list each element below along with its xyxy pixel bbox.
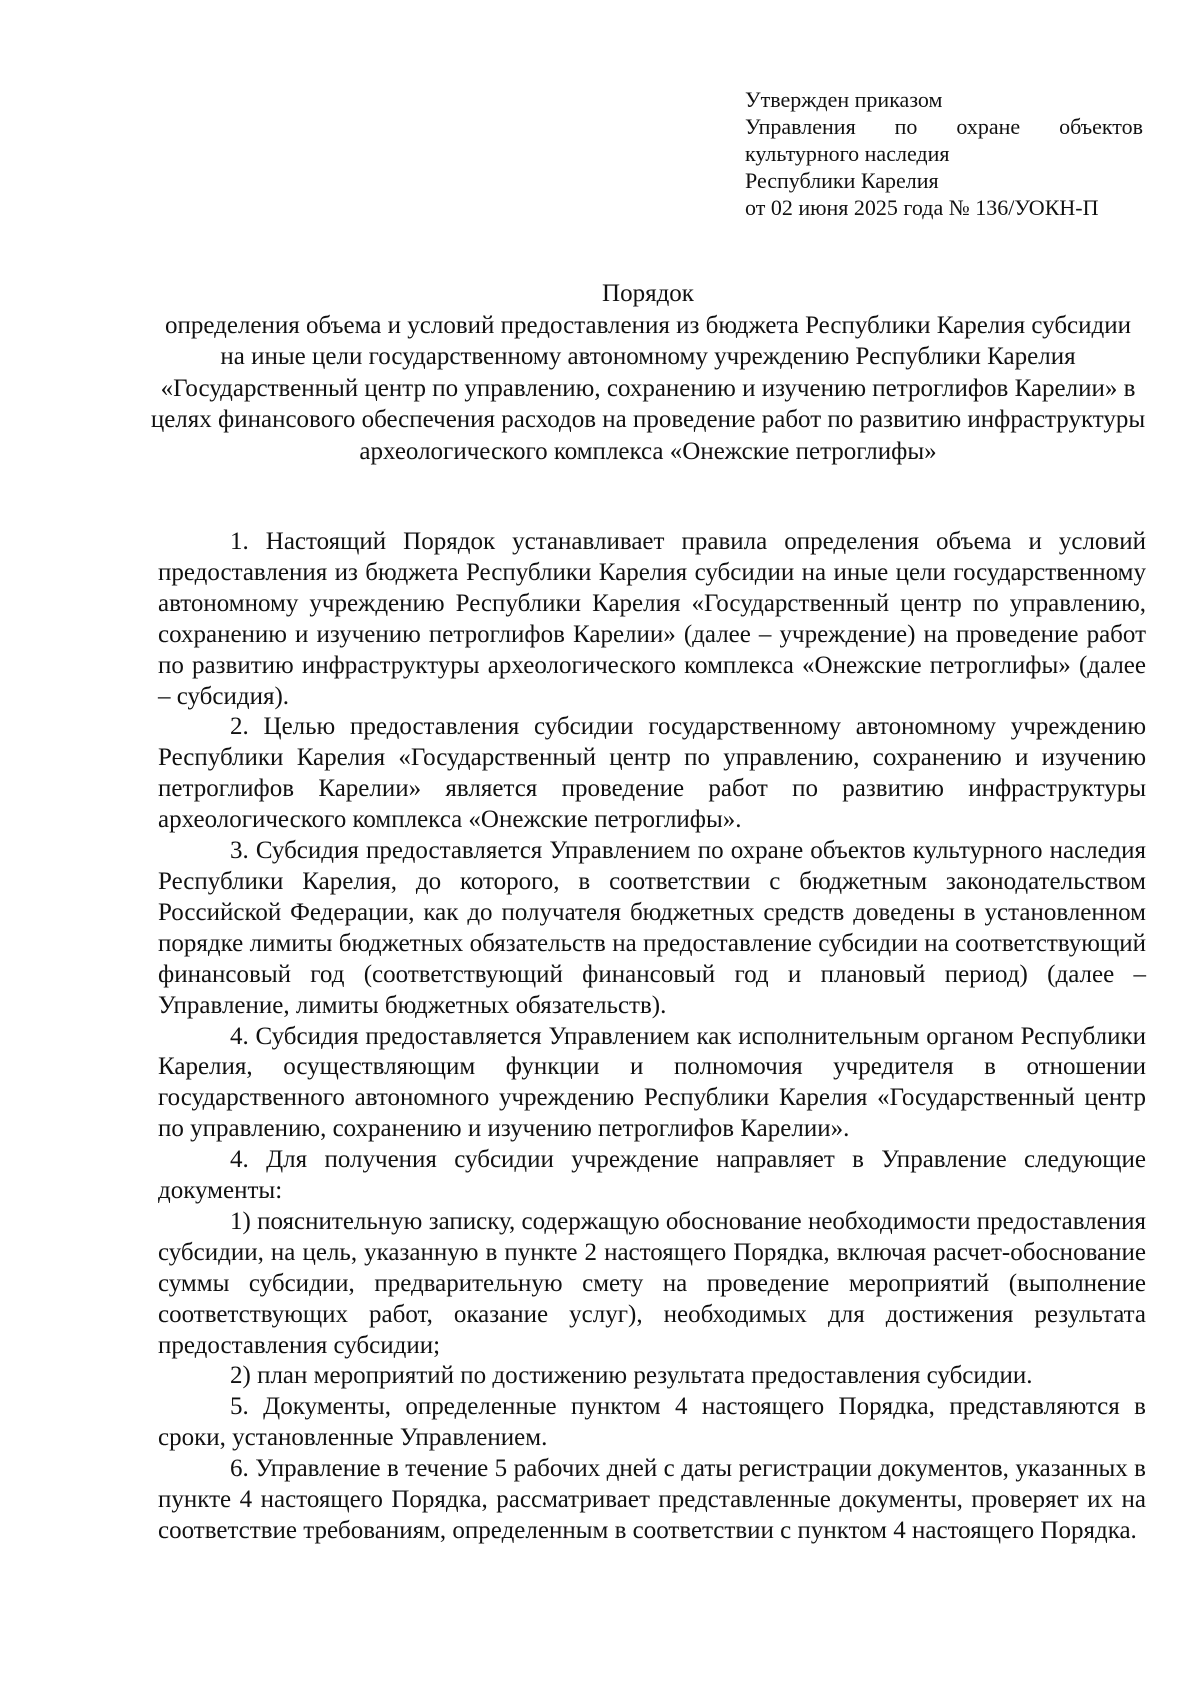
approval-line: Республики Карелия <box>745 168 939 193</box>
title-subtitle: определения объема и условий предоставления из бюджета Республики Карелия субсидии на иные цели государственному автономному учреждению Республики Карелия «Государственный центр по управлению, сохранению и изучению петроглифов Карелии» в целях финансового обеспечения расходов на проведение работ по развитию инфраструктуры археологического комплекса «Онежские петроглифы» <box>150 311 1146 465</box>
paragraph: 4. Субсидия предоставляется Управлением как исполнительным органом Республики Карелия, осуществляющим функции и полномочия учредителя в отношении государственного автономного учреждению Республики Карелия «Государственный центр по управлению, сохранению и изучению петроглифов Карелии». <box>158 1022 1146 1143</box>
document-title <box>150 278 1146 467</box>
title-main: Порядок <box>602 280 694 307</box>
document-body <box>158 527 1146 1547</box>
paragraph: 2) план мероприятий по достижению результата предоставления субсидии. <box>230 1362 1033 1390</box>
approval-line: культурного наследия <box>745 141 950 166</box>
paragraph: 5. Документы, определенные пунктом 4 настоящего Порядка, представляются в сроки, установленные Управлением. <box>158 1393 1146 1452</box>
paragraph: 2. Целью предоставления субсидии государственному автономному учреждению Республики Карелия «Государственный центр по управлению, сохранению и изучению петроглифов Карелии» является проведение работ по развитию инфраструктуры археологического комплекса «Онежские петроглифы». <box>158 713 1146 834</box>
paragraph: 1) пояснительную записку, содержащую обоснование необходимости предоставления субсидии, на цель, указанную в пункте 2 настоящего Порядка, включая расчет-обоснование суммы субсидии, предварительную смету на проведение мероприятий (выполнение соответствующих работ, оказание услуг), необходимых для достижения результата предоставления субсидии; <box>158 1207 1146 1359</box>
paragraph: 1. Настоящий Порядок устанавливает правила определения объема и условий предоставления из бюджета Республики Карелия субсидии на иные цели государственному автономному учреждению Республики Карелия «Государственный центр по управлению, сохранению и изучению петроглифов Карелии» (далее – учреждение) на проведение работ по развитию инфраструктуры археологического комплекса «Онежские петроглифы» (далее – субсидия). <box>158 528 1146 710</box>
paragraph: 4. Для получения субсидии учреждение направляет в Управление следующие документы: <box>158 1146 1146 1205</box>
approval-line: Утвержден приказом <box>745 87 943 112</box>
paragraph: 6. Управление в течение 5 рабочих дней с даты регистрации документов, указанных в пункте 4 настоящего Порядка, рассматривает представленные документы, проверяет их на соответствие требованиям, определенным в соответствии с пунктом 4 настоящего Порядка. <box>158 1455 1146 1544</box>
paragraph: 3. Субсидия предоставляется Управлением по охране объектов культурного наследия Республики Карелия, до которого, в соответствии с бюджетным законодательством Российской Федерации, как до получателя бюджетных средств доведены в установленном порядке лимиты бюджетных обязательств на предоставление субсидии на соответствующий финансовый год (соответствующий финансовый год и плановый период) (далее – Управление, лимиты бюджетных обязательств). <box>158 837 1146 1019</box>
approval-stamp <box>745 86 1143 221</box>
approval-line: от 02 июня 2025 года № 136/УОКН-П <box>745 195 1099 220</box>
approval-line: Управления по охране объектов <box>745 114 1143 139</box>
